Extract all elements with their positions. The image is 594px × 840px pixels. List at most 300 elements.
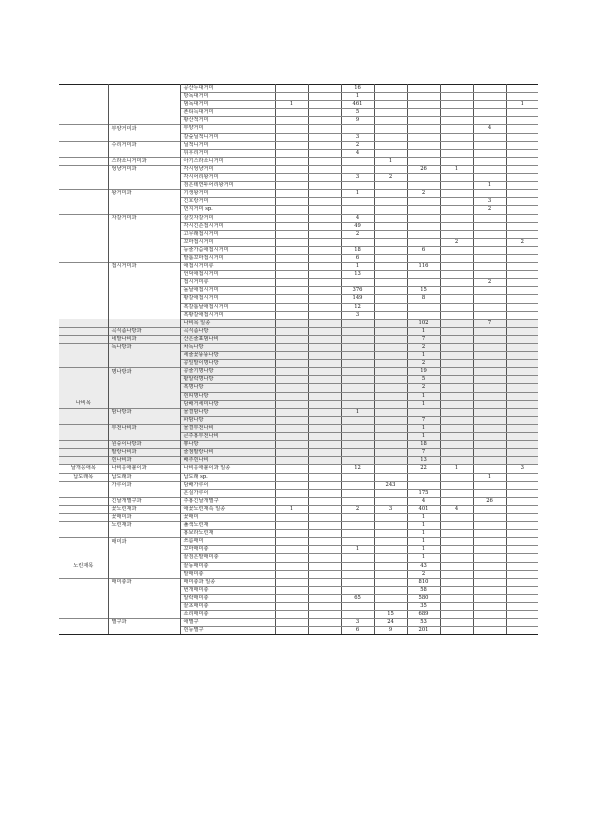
species-cell: 각시엉냥거미 bbox=[180, 165, 275, 173]
count-cell bbox=[473, 513, 506, 521]
count-cell bbox=[275, 174, 308, 182]
species-cell: 온실가루이 bbox=[180, 489, 275, 497]
count-cell bbox=[506, 133, 538, 141]
table-row bbox=[59, 376, 538, 384]
count-cell bbox=[374, 570, 407, 578]
count-cell bbox=[506, 214, 538, 222]
table-row bbox=[59, 117, 538, 125]
count-cell bbox=[440, 117, 473, 125]
count-cell: 2 bbox=[407, 190, 440, 198]
table-row bbox=[59, 611, 538, 619]
count-cell bbox=[275, 165, 308, 173]
count-cell: 43 bbox=[407, 562, 440, 570]
count-cell bbox=[341, 392, 374, 400]
count-cell bbox=[440, 149, 473, 157]
count-cell bbox=[473, 570, 506, 578]
table-row bbox=[59, 133, 538, 141]
count-cell bbox=[506, 578, 538, 586]
count-cell bbox=[440, 400, 473, 408]
count-cell bbox=[308, 594, 341, 602]
count-cell bbox=[440, 376, 473, 384]
order-cell bbox=[59, 522, 108, 530]
species-cell: 풀색노린재 bbox=[180, 522, 275, 530]
count-cell bbox=[473, 109, 506, 117]
count-cell bbox=[275, 303, 308, 311]
count-cell bbox=[506, 408, 538, 416]
count-cell: 1 bbox=[341, 190, 374, 198]
species-cell: 산은줄표범나비 bbox=[180, 335, 275, 343]
species-cell: 납도래 sp. bbox=[180, 473, 275, 481]
count-cell bbox=[275, 327, 308, 335]
table-row bbox=[59, 295, 538, 303]
family-cell: 원숭이나방과 bbox=[108, 441, 180, 449]
count-cell bbox=[374, 271, 407, 279]
count-cell bbox=[275, 441, 308, 449]
count-cell bbox=[308, 287, 341, 295]
count-cell bbox=[374, 206, 407, 214]
count-cell bbox=[308, 238, 341, 246]
species-count-table bbox=[59, 84, 538, 635]
count-cell: 2 bbox=[341, 505, 374, 513]
count-cell bbox=[506, 457, 538, 465]
count-cell bbox=[473, 449, 506, 457]
count-cell bbox=[473, 481, 506, 489]
species-cell: 흑갈톱날애접시거미 bbox=[180, 303, 275, 311]
table-row bbox=[59, 408, 538, 416]
count-cell bbox=[308, 627, 341, 635]
family-cell bbox=[108, 295, 180, 303]
count-cell: 116 bbox=[407, 263, 440, 271]
count-cell: 401 bbox=[407, 505, 440, 513]
count-cell bbox=[275, 368, 308, 376]
count-cell bbox=[308, 570, 341, 578]
table-row bbox=[59, 165, 538, 173]
count-cell: 3 bbox=[341, 133, 374, 141]
count-cell bbox=[341, 481, 374, 489]
count-cell bbox=[440, 133, 473, 141]
count-cell bbox=[308, 214, 341, 222]
species-cell: 부양거미 bbox=[180, 125, 275, 133]
count-cell: 18 bbox=[407, 441, 440, 449]
count-cell bbox=[407, 311, 440, 319]
count-cell bbox=[506, 586, 538, 594]
count-cell bbox=[506, 546, 538, 554]
count-cell bbox=[506, 271, 538, 279]
count-cell bbox=[506, 400, 538, 408]
count-cell: 7 bbox=[407, 335, 440, 343]
species-cell: 발톱꼬마접시거미 bbox=[180, 254, 275, 262]
count-cell bbox=[341, 327, 374, 335]
count-cell: 3 bbox=[341, 311, 374, 319]
count-cell bbox=[341, 238, 374, 246]
order-cell: 납도래목 bbox=[59, 473, 108, 481]
table-row bbox=[59, 85, 538, 93]
count-cell bbox=[374, 109, 407, 117]
species-cell: 파밤나방 bbox=[180, 416, 275, 424]
count-cell bbox=[275, 93, 308, 101]
count-cell bbox=[440, 263, 473, 271]
count-cell bbox=[440, 182, 473, 190]
family-cell: 네발나비과 bbox=[108, 335, 180, 343]
count-cell bbox=[275, 109, 308, 117]
count-cell bbox=[473, 222, 506, 230]
species-table-page bbox=[59, 84, 535, 635]
count-cell bbox=[374, 198, 407, 206]
table-row bbox=[59, 182, 538, 190]
species-cell: 흑명나방 bbox=[180, 384, 275, 392]
count-cell bbox=[275, 271, 308, 279]
count-cell bbox=[374, 408, 407, 416]
count-cell bbox=[473, 603, 506, 611]
count-cell bbox=[473, 190, 506, 198]
count-cell bbox=[440, 392, 473, 400]
count-cell bbox=[473, 230, 506, 238]
count-cell: 26 bbox=[407, 165, 440, 173]
count-cell: 9 bbox=[374, 627, 407, 635]
count-cell bbox=[275, 513, 308, 521]
count-cell bbox=[275, 465, 308, 473]
count-cell: 49 bbox=[341, 222, 374, 230]
count-cell: 9 bbox=[341, 117, 374, 125]
count-cell bbox=[308, 149, 341, 157]
species-cell: 콩잎말이명나방 bbox=[180, 360, 275, 368]
table-row bbox=[59, 319, 538, 327]
count-cell: 3 bbox=[341, 619, 374, 627]
count-cell bbox=[275, 627, 308, 635]
order-cell bbox=[59, 481, 108, 489]
count-cell bbox=[506, 165, 538, 173]
order-cell bbox=[59, 408, 108, 416]
count-cell bbox=[440, 254, 473, 262]
count-cell bbox=[308, 441, 341, 449]
count-cell bbox=[473, 368, 506, 376]
family-cell: 가루이과 bbox=[108, 481, 180, 489]
order-cell bbox=[59, 125, 108, 133]
count-cell bbox=[506, 327, 538, 335]
species-cell: 쓰름매미 bbox=[180, 538, 275, 546]
count-cell bbox=[308, 554, 341, 562]
family-cell: 곡식좀나방과 bbox=[108, 327, 180, 335]
count-cell: 243 bbox=[374, 481, 407, 489]
count-cell bbox=[275, 230, 308, 238]
count-cell bbox=[374, 360, 407, 368]
species-cell: 담배가루이 bbox=[180, 481, 275, 489]
count-cell bbox=[374, 489, 407, 497]
species-cell: 끝초매미충 bbox=[180, 603, 275, 611]
count-cell bbox=[506, 319, 538, 327]
count-cell bbox=[308, 319, 341, 327]
order-cell bbox=[59, 457, 108, 465]
count-cell bbox=[308, 246, 341, 254]
order-cell bbox=[59, 230, 108, 238]
count-cell bbox=[506, 433, 538, 441]
count-cell bbox=[407, 117, 440, 125]
count-cell bbox=[374, 546, 407, 554]
count-cell bbox=[275, 546, 308, 554]
count-cell bbox=[374, 101, 407, 109]
species-cell: 물결밤나방 bbox=[180, 408, 275, 416]
species-cell: 배추흰나비 bbox=[180, 457, 275, 465]
count-cell: 1 bbox=[407, 400, 440, 408]
order-cell bbox=[59, 360, 108, 368]
table-row bbox=[59, 125, 538, 133]
count-cell bbox=[341, 611, 374, 619]
count-cell bbox=[473, 441, 506, 449]
table-row bbox=[59, 619, 538, 627]
family-cell bbox=[108, 376, 180, 384]
species-cell: 언덕애접시거미 bbox=[180, 271, 275, 279]
table-row bbox=[59, 263, 538, 271]
count-cell bbox=[374, 230, 407, 238]
family-cell: 매미과 bbox=[108, 538, 180, 546]
count-cell bbox=[308, 198, 341, 206]
table-row bbox=[59, 101, 538, 109]
count-cell bbox=[440, 457, 473, 465]
count-cell: 2 bbox=[407, 360, 440, 368]
count-cell: 689 bbox=[407, 611, 440, 619]
count-cell bbox=[374, 513, 407, 521]
species-cell: 큰주홍부전나비 bbox=[180, 433, 275, 441]
count-cell bbox=[374, 279, 407, 287]
order-cell bbox=[59, 214, 108, 222]
count-cell bbox=[506, 93, 538, 101]
count-cell bbox=[275, 206, 308, 214]
count-cell bbox=[506, 263, 538, 271]
count-cell bbox=[341, 424, 374, 432]
count-cell bbox=[506, 109, 538, 117]
count-cell bbox=[275, 279, 308, 287]
species-cell: 먼지거미 sp. bbox=[180, 206, 275, 214]
table-row bbox=[59, 489, 538, 497]
count-cell: 1 bbox=[275, 101, 308, 109]
count-cell bbox=[275, 149, 308, 157]
count-cell bbox=[473, 376, 506, 384]
count-cell: 1 bbox=[407, 513, 440, 521]
count-cell bbox=[440, 85, 473, 93]
family-cell bbox=[108, 149, 180, 157]
count-cell: 1 bbox=[506, 101, 538, 109]
count-cell bbox=[407, 271, 440, 279]
count-cell bbox=[341, 603, 374, 611]
count-cell: 1 bbox=[275, 505, 308, 513]
order-cell bbox=[59, 392, 108, 400]
count-cell: 12 bbox=[341, 303, 374, 311]
order-cell: 날개응애목 bbox=[59, 465, 108, 473]
table-row bbox=[59, 254, 538, 262]
count-cell bbox=[374, 384, 407, 392]
count-cell bbox=[407, 222, 440, 230]
count-cell: 2 bbox=[407, 344, 440, 352]
count-cell: 1 bbox=[407, 433, 440, 441]
count-cell bbox=[341, 489, 374, 497]
table-row bbox=[59, 416, 538, 424]
count-cell bbox=[275, 384, 308, 392]
count-cell bbox=[506, 222, 538, 230]
species-cell: 아기스라소니거미 bbox=[180, 157, 275, 165]
family-cell: 접시거미과 bbox=[108, 263, 180, 271]
count-cell bbox=[473, 157, 506, 165]
count-cell bbox=[506, 570, 538, 578]
count-cell bbox=[506, 85, 538, 93]
table-row bbox=[59, 206, 538, 214]
order-cell bbox=[59, 319, 108, 327]
count-cell bbox=[341, 165, 374, 173]
table-row bbox=[59, 392, 538, 400]
count-cell bbox=[473, 303, 506, 311]
count-cell: 4 bbox=[341, 214, 374, 222]
count-cell bbox=[374, 530, 407, 538]
count-cell: 2 bbox=[374, 174, 407, 182]
count-cell bbox=[473, 214, 506, 222]
count-cell bbox=[275, 319, 308, 327]
count-cell bbox=[308, 562, 341, 570]
count-cell: 5 bbox=[341, 109, 374, 117]
order-cell bbox=[59, 263, 108, 271]
family-cell bbox=[108, 303, 180, 311]
count-cell bbox=[473, 465, 506, 473]
species-cell: 방녹대거미 bbox=[180, 93, 275, 101]
count-cell bbox=[275, 263, 308, 271]
count-cell bbox=[308, 473, 341, 481]
count-cell bbox=[374, 319, 407, 327]
count-cell bbox=[275, 586, 308, 594]
count-cell: 1 bbox=[341, 263, 374, 271]
species-cell: 황갈애접시거미 bbox=[180, 295, 275, 303]
table-row bbox=[59, 586, 538, 594]
count-cell bbox=[440, 562, 473, 570]
count-cell: 461 bbox=[341, 101, 374, 109]
count-cell bbox=[473, 546, 506, 554]
order-cell bbox=[59, 352, 108, 360]
family-cell bbox=[108, 174, 180, 182]
count-cell: 1 bbox=[407, 530, 440, 538]
count-cell bbox=[407, 303, 440, 311]
family-cell bbox=[108, 133, 180, 141]
count-cell bbox=[473, 611, 506, 619]
count-cell bbox=[275, 287, 308, 295]
table-row bbox=[59, 174, 538, 182]
count-cell bbox=[374, 457, 407, 465]
family-cell bbox=[108, 384, 180, 392]
count-cell bbox=[308, 586, 341, 594]
family-cell bbox=[108, 611, 180, 619]
count-cell bbox=[407, 238, 440, 246]
count-cell bbox=[308, 360, 341, 368]
count-cell bbox=[308, 174, 341, 182]
count-cell: 175 bbox=[407, 489, 440, 497]
count-cell bbox=[308, 368, 341, 376]
count-cell bbox=[473, 562, 506, 570]
order-cell bbox=[59, 546, 108, 554]
count-cell bbox=[506, 287, 538, 295]
count-cell bbox=[275, 125, 308, 133]
species-cell: 주홍긴날개멸구 bbox=[180, 497, 275, 505]
count-cell: 15 bbox=[374, 611, 407, 619]
count-cell bbox=[374, 93, 407, 101]
count-cell bbox=[506, 611, 538, 619]
count-cell bbox=[308, 327, 341, 335]
count-cell bbox=[440, 586, 473, 594]
count-cell bbox=[374, 263, 407, 271]
count-cell bbox=[275, 594, 308, 602]
count-cell bbox=[275, 489, 308, 497]
count-cell bbox=[473, 457, 506, 465]
order-cell bbox=[59, 117, 108, 125]
count-cell bbox=[341, 125, 374, 133]
count-cell: 15 bbox=[407, 287, 440, 295]
count-cell bbox=[374, 246, 407, 254]
count-cell bbox=[440, 424, 473, 432]
table-row bbox=[59, 327, 538, 335]
family-cell bbox=[108, 287, 180, 295]
count-cell: 2 bbox=[473, 206, 506, 214]
count-cell bbox=[473, 263, 506, 271]
count-cell: 1 bbox=[473, 182, 506, 190]
count-cell bbox=[473, 594, 506, 602]
table-row bbox=[59, 522, 538, 530]
count-cell bbox=[473, 416, 506, 424]
count-cell bbox=[275, 238, 308, 246]
count-cell bbox=[374, 149, 407, 157]
count-cell bbox=[506, 376, 538, 384]
count-cell bbox=[407, 157, 440, 165]
count-cell bbox=[407, 214, 440, 222]
count-cell bbox=[473, 424, 506, 432]
count-cell bbox=[374, 538, 407, 546]
species-cell: 물결부전나비 bbox=[180, 424, 275, 432]
count-cell bbox=[374, 327, 407, 335]
count-cell bbox=[407, 279, 440, 287]
count-cell bbox=[308, 222, 341, 230]
count-cell bbox=[374, 424, 407, 432]
count-cell bbox=[374, 400, 407, 408]
count-cell bbox=[473, 360, 506, 368]
count-cell bbox=[440, 473, 473, 481]
count-cell bbox=[341, 344, 374, 352]
family-cell bbox=[108, 238, 180, 246]
count-cell bbox=[308, 101, 341, 109]
table-row bbox=[59, 570, 538, 578]
count-cell bbox=[473, 433, 506, 441]
count-cell: 22 bbox=[407, 465, 440, 473]
count-cell bbox=[374, 125, 407, 133]
order-cell bbox=[59, 497, 108, 505]
count-cell: 149 bbox=[341, 295, 374, 303]
count-cell bbox=[275, 360, 308, 368]
count-cell bbox=[374, 352, 407, 360]
count-cell bbox=[473, 344, 506, 352]
count-cell bbox=[308, 303, 341, 311]
table-row bbox=[59, 141, 538, 149]
count-cell bbox=[275, 481, 308, 489]
order-cell bbox=[59, 335, 108, 343]
count-cell: 18 bbox=[341, 246, 374, 254]
species-cell: 흰띠명나방 bbox=[180, 392, 275, 400]
family-cell bbox=[108, 352, 180, 360]
family-cell: 명나방과 bbox=[108, 368, 180, 376]
count-cell bbox=[308, 457, 341, 465]
count-cell bbox=[506, 554, 538, 562]
order-cell: 나비목 bbox=[59, 400, 108, 408]
count-cell: 19 bbox=[407, 368, 440, 376]
count-cell bbox=[506, 295, 538, 303]
count-cell bbox=[473, 619, 506, 627]
species-cell: 뒤우리거미 bbox=[180, 149, 275, 157]
family-cell: 부전나비과 bbox=[108, 424, 180, 432]
family-cell bbox=[108, 570, 180, 578]
species-cell: 차독나방 bbox=[180, 344, 275, 352]
count-cell bbox=[308, 384, 341, 392]
